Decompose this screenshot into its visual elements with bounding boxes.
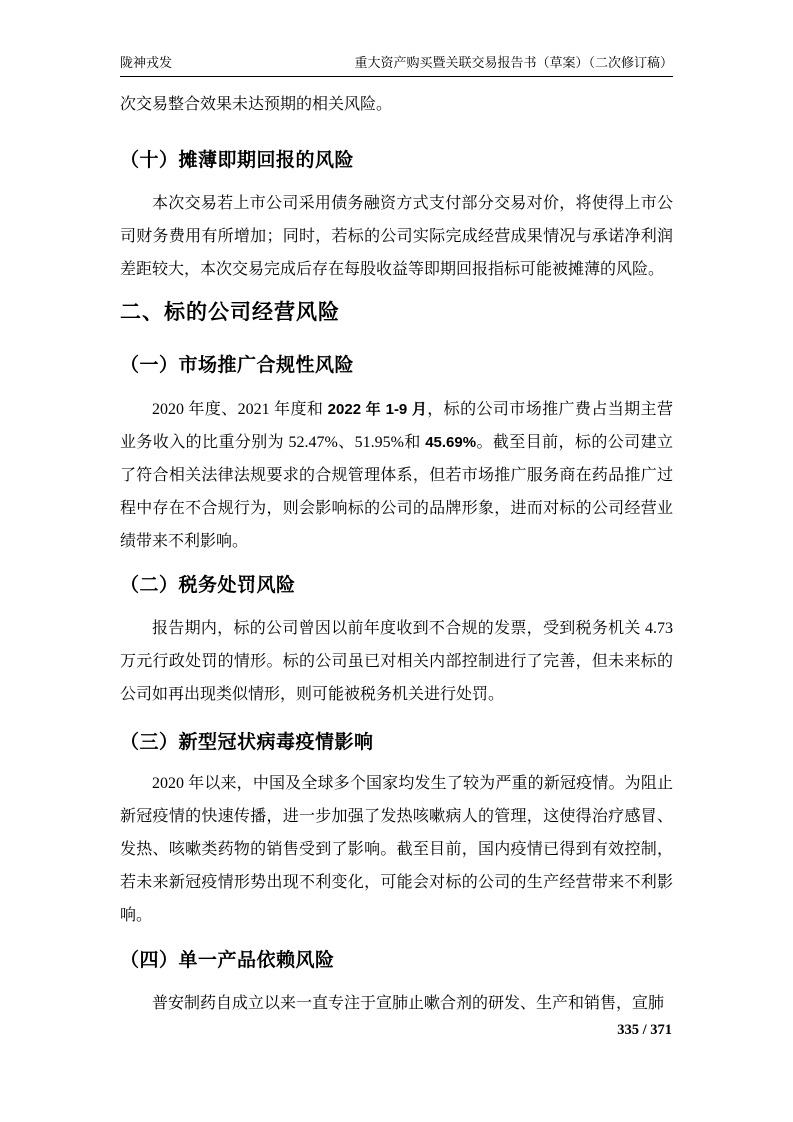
- paragraph-sub-2: 报告期内，标的公司曾因以前年度收到不合规的发票，受到税务机关 4.73 万元行政处罚的情形。标的公司虽已对相关内部控制进行了完善，但未来标的公司如再出现类似情形，则可能被税务机关进行处罚。: [120, 620, 673, 703]
- text-run: 2020 年度、2021 年度和: [152, 401, 328, 418]
- page-header: [120, 55, 673, 77]
- paragraph-sub-4: 普安制药自成立以来一直专注于宣肺止嗽合剂的研发、生产和销售，宣肺: [152, 995, 665, 1012]
- text-run: 。截至目前，标的公司建立了符合相关法律法规要求的合规管理体系，但若市场推广服务商在药品推广过程中存在不合规行为，则会影响标的公司的品牌形象，进而对标的公司经营业绩带来不利影响。: [120, 434, 673, 550]
- paragraph-sub-1: [120, 393, 673, 558]
- document-content: [120, 55, 673, 1020]
- heading-sub-3: （三）新型冠状病毒疫情影响: [120, 732, 374, 753]
- heading-section-10: （十）摊薄即期回报的风险: [120, 150, 355, 171]
- heading-chapter-2: 二、标的公司经营风险: [120, 301, 340, 324]
- heading-sub-2: （二）税务处罚风险: [120, 575, 296, 596]
- header-report-title: 重大资产购买暨关联交易报告书（草案）（二次修订稿）: [354, 55, 673, 70]
- header-company-name: 陇神戎发: [120, 55, 173, 70]
- text-run: ，标的公司市场推广费占当期主营业务收入的比重分别为 52.47%、51.95%和: [120, 401, 673, 451]
- text-run-bold: 2022 年 1-9 月: [327, 401, 428, 418]
- paragraph-continuation: 次交易整合效果未达预期的相关风险。: [120, 96, 393, 113]
- paragraph-section-10: 本次交易若上市公司采用债务融资方式支付部分交易对价，将使得上市公司财务费用有所增加；同时，若标的公司实际完成经营成果情况与承诺净利润差距较大，本次交易完成后存在每股收益等即期回报指标可能被摊薄的风险。: [120, 195, 673, 278]
- text-run-bold: 45.69%: [425, 434, 477, 451]
- paragraph-sub-3: 2020 年以来，中国及全球多个国家均发生了较为严重的新冠疫情。为阻止新冠疫情的快速传播，进一步加强了发热咳嗽病人的管理，这使得治疗感冒、发热、咳嗽类药物的销售受到了影响。截至目前，国内疫情已得到有效控制，若未来新冠疫情形势出现不利变化，可能会对标的公司的生产经营带来不利影响。: [120, 775, 673, 924]
- heading-sub-1: （一）市场推广合规性风险: [120, 355, 355, 376]
- heading-sub-4: （四）单一产品依赖风险: [120, 950, 335, 971]
- page-number: 335 / 371: [617, 1022, 672, 1038]
